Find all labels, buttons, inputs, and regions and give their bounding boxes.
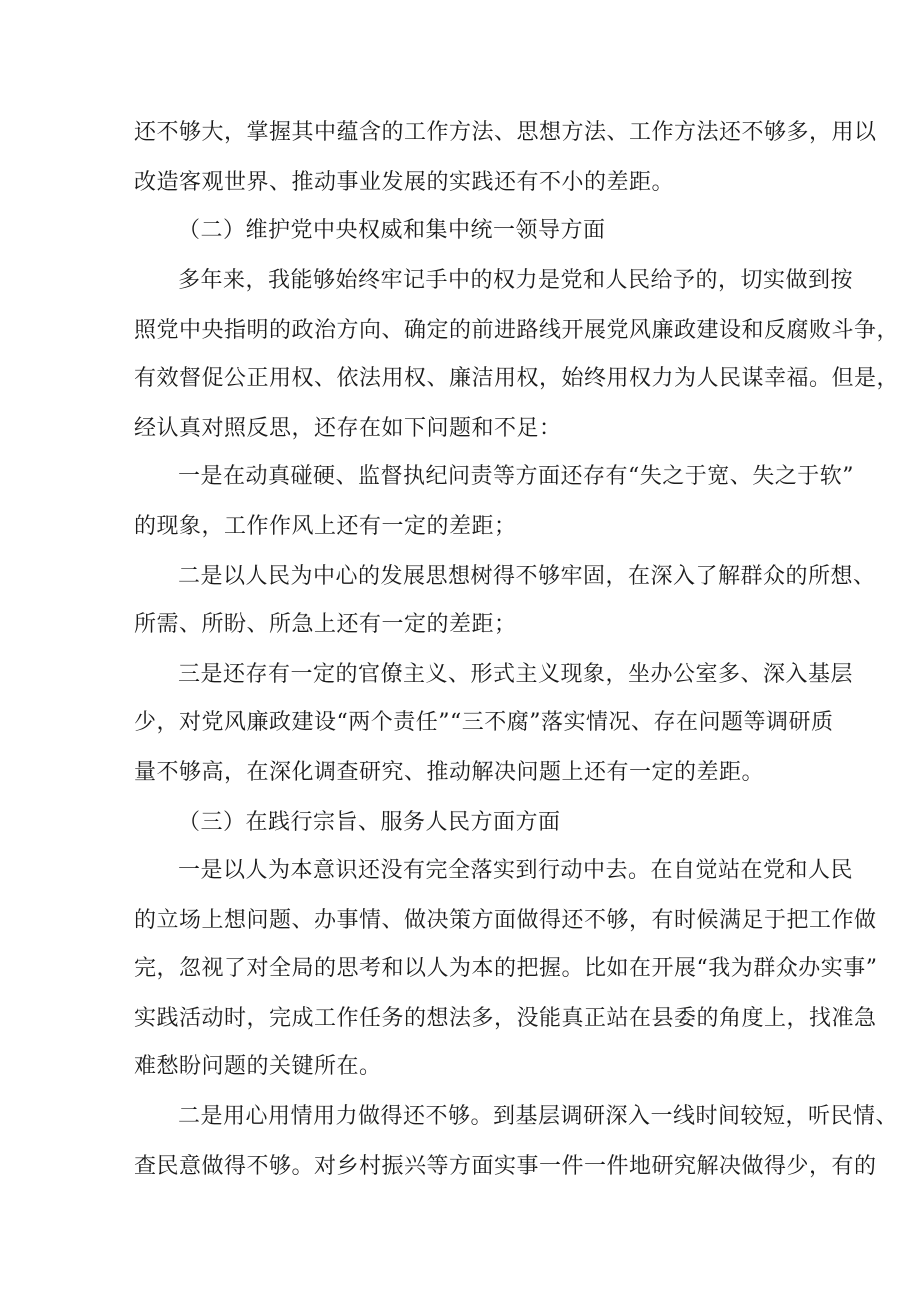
paragraph-first-line: 一是在动真碰硬、监督执纪问责等方面还存有“失之于宽、失之于软” [178, 464, 854, 489]
text-line: 少，对党风廉政建设“两个责任”“三不腐”落实情况、存在问题等调研质 [134, 710, 834, 735]
text-line: 还不够大，掌握其中蕴含的工作方法、思想方法、工作方法还不够多，用以 [134, 120, 877, 145]
text-line: 的立场上想问题、办事情、做决策方面做得还不够，有时候满足于把工作做 [134, 908, 877, 933]
paragraph-first-line: 二是用心用情用力做得还不够。到基层调研深入一线时间较短，听民情、 [178, 1104, 899, 1129]
text-line: 有效督促公正用权、依法用权、廉洁用权，始终用权力为人民谋幸福。但是， [134, 366, 900, 391]
paragraph-first-line: 一是以人为本意识还没有完全落实到行动中去。在自觉站在党和人民 [178, 858, 854, 883]
section-heading: （三）在践行宗旨、服务人民方面方面 [178, 810, 561, 835]
text-line: 改造客观世界、推动事业发展的实践还有不小的差距。 [134, 170, 675, 195]
text-line: 实践活动时，完成工作任务的想法多，没能真正站在县委的角度上，找准急 [134, 1006, 877, 1031]
text-line: 完，忽视了对全局的思考和以人为本的把握。比如在开展“我为群众办实事” [134, 956, 878, 981]
text-line: 量不够高，在深化调查研究、推动解决问题上还有一定的差距。 [134, 760, 765, 785]
text-line: 难愁盼问题的关键所在。 [134, 1054, 382, 1079]
text-line: 所需、所盼、所急上还有一定的差距； [134, 612, 517, 637]
text-line: 的现象，工作作风上还有一定的差距； [134, 514, 517, 539]
paragraph-first-line: 多年来，我能够始终牢记手中的权力是党和人民给予的，切实做到按 [178, 268, 854, 293]
text-line: 经认真对照反思，还存在如下问题和不足： [134, 416, 562, 441]
paragraph-first-line: 三是还存有一定的官僚主义、形式主义现象，坐办公室多、深入基层 [178, 662, 854, 687]
text-line: 查民意做得不够。对乡村振兴等方面实事一件一件地研究解决做得少，有的 [134, 1154, 877, 1179]
section-heading: （二）维护党中央权威和集中统一领导方面 [178, 218, 606, 243]
paragraph-first-line: 二是以人民为中心的发展思想树得不够牢固，在深入了解群众的所想、 [178, 564, 876, 589]
text-line: 照党中央指明的政治方向、确定的前进路线开展党风廉政建设和反腐败斗争， [134, 318, 900, 343]
